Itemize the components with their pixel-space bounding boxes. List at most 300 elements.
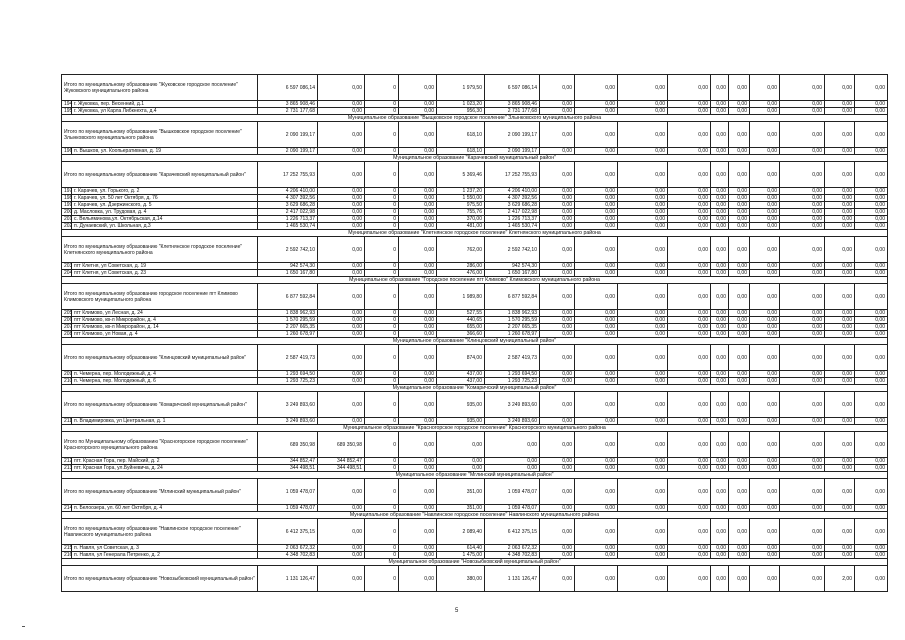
total-value: 0,00 [855, 162, 888, 188]
total-value: 0 [365, 479, 399, 505]
total-value: 0,00 [825, 519, 855, 545]
row-value: 0,00 [855, 505, 888, 512]
row-value: 0,00 [318, 545, 365, 552]
row-value: 1 293 694,50 [258, 371, 318, 378]
row-value: 1 260 678,97 [485, 331, 540, 338]
total-value: 0,00 [618, 162, 668, 188]
row-value: 0,00 [318, 263, 365, 270]
row-value: 0 [365, 209, 399, 216]
row-value: 0 [365, 465, 399, 472]
page-number: 5 [455, 608, 459, 614]
row-value: 0,00 [750, 216, 780, 223]
total-value: 0,00 [729, 284, 750, 310]
row-value: 0,00 [618, 195, 668, 202]
total-value: 0,00 [540, 345, 575, 371]
row-value: 0,00 [618, 545, 668, 552]
row-value: 1 475,00 [437, 552, 485, 559]
row-value: 0,00 [855, 108, 888, 115]
total-value: 17 252 755,93 [485, 162, 540, 188]
row-value: 0,00 [711, 552, 729, 559]
municipality-total-row [62, 432, 888, 458]
row-value: 0,00 [825, 108, 855, 115]
row-value: 0,00 [750, 223, 780, 230]
row-value: 0,00 [729, 552, 750, 559]
total-value: 0,00 [399, 237, 437, 263]
row-value: 0,00 [318, 209, 365, 216]
total-value: 0,00 [750, 162, 780, 188]
row-number: 216 [62, 552, 72, 559]
house-address: пгт. Красная Гора, ул.Буйневича, д. 24 [72, 465, 258, 472]
row-value: 0,00 [780, 223, 825, 230]
row-value: 0,00 [825, 505, 855, 512]
row-value: 0,00 [750, 371, 780, 378]
row-value: 0,00 [668, 505, 711, 512]
total-value: 2 587 419,73 [258, 345, 318, 371]
row-value: 0,00 [711, 418, 729, 425]
row-value: 0,00 [825, 545, 855, 552]
row-value: 0,00 [780, 209, 825, 216]
row-value: 0,00 [711, 465, 729, 472]
total-value: 0,00 [825, 284, 855, 310]
row-value: 0,00 [318, 216, 365, 223]
house-address: пгт Клетня, ул Советская, д. 23 [72, 270, 258, 277]
row-value: 0,00 [318, 270, 365, 277]
row-value: 0,00 [540, 552, 575, 559]
row-value: 0,00 [668, 270, 711, 277]
total-value: 0,00 [780, 162, 825, 188]
row-value: 0,00 [780, 216, 825, 223]
total-value: 0,00 [575, 122, 618, 148]
row-value: 1 293 725,23 [258, 378, 318, 385]
row-value: 0 [365, 317, 399, 324]
total-label: Итого по муниципальному образованию "Клинцовский муниципальный район" [62, 345, 258, 371]
total-value: 0,00 [780, 122, 825, 148]
section-header-row [62, 472, 888, 479]
total-value: 0,00 [575, 345, 618, 371]
row-number: 207 [62, 324, 72, 331]
total-value: 0,00 [668, 122, 711, 148]
row-value: 0,00 [540, 317, 575, 324]
section-title: Муниципальное образование "Красногорское городское поселение" Красногорского муниципального района [62, 425, 888, 432]
row-value: 0,00 [540, 148, 575, 155]
row-value: 0,00 [729, 418, 750, 425]
total-value: 1 059 478,07 [485, 479, 540, 505]
row-value: 0,00 [780, 545, 825, 552]
row-value: 0 [365, 545, 399, 552]
total-value: 0,00 [855, 519, 888, 545]
total-value: 0,00 [399, 432, 437, 458]
row-value: 0,00 [618, 371, 668, 378]
total-value: 0,00 [729, 122, 750, 148]
total-value: 2,00 [825, 566, 855, 592]
total-value: 0,00 [750, 75, 780, 101]
house-address: п. Навля, ул Генерала Петренко, д. 2 [72, 552, 258, 559]
house-row [62, 223, 888, 230]
total-value: 0,00 [618, 519, 668, 545]
house-address: пгт Клетня, ул Советская, д. 19 [72, 263, 258, 270]
row-value: 0,00 [318, 223, 365, 230]
row-value: 0,00 [711, 378, 729, 385]
total-value: 2 592 742,10 [258, 237, 318, 263]
row-value: 0,00 [855, 458, 888, 465]
row-value: 1 226 713,37 [485, 216, 540, 223]
total-label: Итого по муниципальному образованию "Клетнянское городское поселение" Клетнянского муниципального района [62, 237, 258, 263]
house-address: д. Масловка, ул. Трудовая, д. 4 [72, 209, 258, 216]
total-value: 0 [365, 162, 399, 188]
row-value: 0,00 [540, 545, 575, 552]
row-value: 0,00 [540, 371, 575, 378]
row-value: 0,00 [668, 465, 711, 472]
total-value: 0,00 [855, 122, 888, 148]
total-value: 6 877 592,84 [485, 284, 540, 310]
total-value: 0,00 [729, 162, 750, 188]
row-value: 0,00 [780, 188, 825, 195]
row-value: 0,00 [485, 458, 540, 465]
row-value: 3 865 908,46 [485, 101, 540, 108]
row-value: 4 348 702,83 [485, 552, 540, 559]
total-value: 0 [365, 237, 399, 263]
row-value: 0,00 [750, 418, 780, 425]
row-number: 213 [62, 465, 72, 472]
total-value: 0,00 [729, 392, 750, 418]
row-value: 0 [365, 324, 399, 331]
row-value: 0,00 [318, 188, 365, 195]
total-value: 0,00 [825, 479, 855, 505]
house-row [62, 310, 888, 317]
row-value: 0,00 [825, 418, 855, 425]
row-value: 755,76 [437, 209, 485, 216]
house-row [62, 270, 888, 277]
row-value: 0,00 [750, 263, 780, 270]
row-value: 0,00 [399, 552, 437, 559]
total-value: 0,00 [399, 392, 437, 418]
row-value: 0,00 [729, 371, 750, 378]
total-value: 0,00 [575, 75, 618, 101]
house-row [62, 545, 888, 552]
row-number: 195 [62, 108, 72, 115]
total-value: 0,00 [825, 432, 855, 458]
row-value: 2 063 672,32 [258, 545, 318, 552]
row-value: 2 207 665,35 [485, 324, 540, 331]
total-value: 0,00 [540, 519, 575, 545]
row-value: 0,00 [825, 209, 855, 216]
house-address: п. Чемерна, пер. Молодежный, д. 4 [72, 371, 258, 378]
section-header-row [62, 230, 888, 237]
total-value: 0,00 [825, 237, 855, 263]
row-value: 0,00 [399, 108, 437, 115]
row-value: 0 [365, 418, 399, 425]
municipality-total-row [62, 122, 888, 148]
row-value: 0,00 [668, 545, 711, 552]
row-value: 0,00 [540, 331, 575, 338]
row-value: 0,00 [618, 209, 668, 216]
total-value: 0,00 [780, 432, 825, 458]
row-value: 618,10 [437, 148, 485, 155]
row-value: 344 498,51 [258, 465, 318, 472]
total-value: 0,00 [711, 432, 729, 458]
row-value: 0,00 [729, 108, 750, 115]
total-value: 0,00 [855, 566, 888, 592]
row-value: 0,00 [618, 505, 668, 512]
total-value: 1 989,80 [437, 284, 485, 310]
row-value: 0,00 [540, 465, 575, 472]
total-value: 0,00 [618, 122, 668, 148]
row-value: 0,00 [825, 552, 855, 559]
row-value: 0,00 [825, 216, 855, 223]
row-value: 0,00 [540, 108, 575, 115]
total-value: 2 089,40 [437, 519, 485, 545]
row-value: 370,00 [437, 216, 485, 223]
row-value: 0,00 [399, 371, 437, 378]
total-value: 0,00 [399, 566, 437, 592]
row-value: 655,00 [437, 324, 485, 331]
total-value: 874,00 [437, 345, 485, 371]
total-value: 0,00 [711, 122, 729, 148]
row-value: 0,00 [855, 324, 888, 331]
total-value: 0,00 [750, 479, 780, 505]
row-value: 942 574,30 [258, 263, 318, 270]
total-value: 0,00 [855, 392, 888, 418]
total-value: 0,00 [729, 237, 750, 263]
total-value: 0,00 [575, 479, 618, 505]
total-value: 0,00 [825, 392, 855, 418]
total-label: Итого по муниципальному образованию "Карачевский муниципальный район" [62, 162, 258, 188]
total-value: 5 369,46 [437, 162, 485, 188]
house-address: п. Дунаевский, ул. Школьная, д.3 [72, 223, 258, 230]
row-value: 1 237,20 [437, 188, 485, 195]
row-value: 0,00 [540, 310, 575, 317]
row-value: 0,00 [540, 209, 575, 216]
section-title: Муниципальное образование "Новозыбковский муниципальный район" [62, 559, 888, 566]
total-value: 0,00 [575, 284, 618, 310]
row-value: 0,00 [575, 202, 618, 209]
row-value: 0,00 [540, 223, 575, 230]
total-value: 0,00 [318, 162, 365, 188]
row-value: 3 629 686,28 [258, 202, 318, 209]
row-value: 0,00 [729, 465, 750, 472]
total-value: 6 412 375,15 [485, 519, 540, 545]
row-value: 0,00 [711, 195, 729, 202]
row-value: 0,00 [855, 331, 888, 338]
row-value: 1 650 167,80 [485, 270, 540, 277]
total-value: 618,10 [437, 122, 485, 148]
total-value: 0,00 [825, 122, 855, 148]
total-value: 0,00 [668, 284, 711, 310]
row-value: 0 [365, 202, 399, 209]
total-value: 0,00 [540, 566, 575, 592]
row-value: 0,00 [318, 148, 365, 155]
row-value: 3 865 908,46 [258, 101, 318, 108]
total-value: 0,00 [668, 162, 711, 188]
house-row [62, 202, 888, 209]
total-label: Итого по муниципальному образованию "Жуковское городское поселение" Жуковского муниципального района [62, 75, 258, 101]
row-value: 0,00 [780, 195, 825, 202]
house-address: г. Карачев, ул. Горького, д. 2 [72, 188, 258, 195]
row-value: 0,00 [855, 209, 888, 216]
row-value: 0 [365, 505, 399, 512]
row-number: 214 [62, 505, 72, 512]
row-value: 2 731 177,68 [485, 108, 540, 115]
total-value: 0,00 [750, 284, 780, 310]
house-address: пгт Климово, кв-л Микрорайон, д. 14 [72, 324, 258, 331]
row-value: 1 059 478,07 [485, 505, 540, 512]
total-value: 0,00 [437, 432, 485, 458]
row-value: 0,00 [668, 317, 711, 324]
row-value: 1 465 530,74 [258, 223, 318, 230]
row-value: 0,00 [618, 378, 668, 385]
total-value: 0,00 [540, 392, 575, 418]
house-address: п. Владимировка, ул Центральная, д. 1 [72, 418, 258, 425]
row-value: 1 059 478,07 [258, 505, 318, 512]
total-value: 0,00 [540, 162, 575, 188]
row-value: 0,00 [750, 465, 780, 472]
row-value: 0,00 [575, 148, 618, 155]
row-value: 1 293 725,23 [485, 378, 540, 385]
row-value: 0,00 [711, 223, 729, 230]
row-value: 0,00 [855, 263, 888, 270]
row-value: 0,00 [750, 195, 780, 202]
total-value: 0,00 [711, 345, 729, 371]
total-value: 0,00 [318, 479, 365, 505]
row-value: 0,00 [855, 270, 888, 277]
house-row [62, 317, 888, 324]
row-number: 205 [62, 310, 72, 317]
total-value: 0,00 [750, 122, 780, 148]
row-value: 0,00 [668, 458, 711, 465]
house-row [62, 216, 888, 223]
total-value: 0 [365, 345, 399, 371]
house-address: п. Навля, ул Советская, д. 3 [72, 545, 258, 552]
total-value: 935,00 [437, 392, 485, 418]
row-value: 0,00 [437, 458, 485, 465]
total-value: 0,00 [318, 566, 365, 592]
row-number: 204 [62, 270, 72, 277]
row-value: 0,00 [540, 216, 575, 223]
total-value: 0,00 [729, 519, 750, 545]
total-label: Итого по муниципальному образованию "Новозыбковский муниципальный район" [62, 566, 258, 592]
row-value: 0 [365, 101, 399, 108]
row-number: 208 [62, 331, 72, 338]
total-value: 689 350,98 [258, 432, 318, 458]
total-value: 2 592 742,10 [485, 237, 540, 263]
row-value: 0,00 [711, 310, 729, 317]
row-value: 1 465 530,74 [485, 223, 540, 230]
section-header-row [62, 338, 888, 345]
row-value: 0,00 [855, 195, 888, 202]
row-value: 0,00 [618, 270, 668, 277]
row-value: 2 417 022,98 [485, 209, 540, 216]
total-value: 0,00 [318, 237, 365, 263]
row-value: 1 570 295,59 [258, 317, 318, 324]
section-title: Муниципальное образование "Навлинское городское поселение" Навлинского муниципального района [62, 512, 888, 519]
row-number: 202 [62, 223, 72, 230]
row-value: 1 838 962,93 [258, 310, 318, 317]
row-value: 0,00 [575, 188, 618, 195]
register-table [61, 74, 888, 592]
row-value: 0,00 [825, 310, 855, 317]
row-value: 0,00 [729, 545, 750, 552]
municipality-total-row [62, 345, 888, 371]
row-value: 0,00 [668, 195, 711, 202]
total-value: 0,00 [750, 432, 780, 458]
row-value: 0,00 [575, 465, 618, 472]
total-value: 0,00 [855, 75, 888, 101]
row-value: 0,00 [780, 552, 825, 559]
section-title: Муниципальное образование "Выщковское городское поселение" Злынковского муниципального района [62, 115, 888, 122]
row-value: 0,00 [729, 505, 750, 512]
row-value: 0,00 [855, 378, 888, 385]
row-value: 0,00 [540, 263, 575, 270]
row-value: 4 348 702,83 [258, 552, 318, 559]
total-value: 6 597 086,14 [485, 75, 540, 101]
row-value: 344 852,47 [258, 458, 318, 465]
total-value: 0,00 [780, 284, 825, 310]
row-value: 0,00 [399, 188, 437, 195]
row-value: 476,00 [437, 270, 485, 277]
total-value: 0,00 [750, 392, 780, 418]
row-value: 286,00 [437, 263, 485, 270]
municipality-total-row [62, 284, 888, 310]
row-value: 0,00 [668, 324, 711, 331]
row-value: 942 574,30 [485, 263, 540, 270]
row-value: 0,00 [729, 148, 750, 155]
total-value: 0,00 [668, 345, 711, 371]
total-value: 0,00 [575, 566, 618, 592]
house-row [62, 263, 888, 270]
total-value: 0,00 [729, 566, 750, 592]
total-value: 0,00 [780, 519, 825, 545]
row-value: 0,00 [399, 505, 437, 512]
municipality-total-row [62, 519, 888, 545]
municipality-total-row [62, 162, 888, 188]
row-value: 0,00 [750, 378, 780, 385]
row-value: 0,00 [575, 552, 618, 559]
house-row [62, 418, 888, 425]
row-value: 0,00 [399, 202, 437, 209]
total-value: 0,00 [540, 432, 575, 458]
row-value: 0,00 [780, 458, 825, 465]
row-value: 2 063 672,32 [485, 545, 540, 552]
total-value: 0,00 [618, 566, 668, 592]
total-value: 0,00 [825, 345, 855, 371]
house-row [62, 465, 888, 472]
row-value: 481,00 [437, 223, 485, 230]
row-value: 0,00 [711, 270, 729, 277]
row-value: 0,00 [399, 101, 437, 108]
total-value: 3 249 893,60 [258, 392, 318, 418]
row-value: 0,00 [540, 378, 575, 385]
total-label: Итого по муниципальному образованию "Комаричский муниципальный район" [62, 392, 258, 418]
row-value: 1 226 713,37 [258, 216, 318, 223]
total-value: 0,00 [780, 345, 825, 371]
total-label: Итого по муниципальному образованию "Навлинское городское поселение" Навлинского муниципального района [62, 519, 258, 545]
total-value: 0,00 [618, 432, 668, 458]
row-value: 0,00 [318, 202, 365, 209]
row-value: 0,00 [711, 101, 729, 108]
row-value: 4 206 410,00 [485, 188, 540, 195]
total-value: 0,00 [750, 345, 780, 371]
row-value: 0,00 [855, 101, 888, 108]
row-value: 0,00 [780, 263, 825, 270]
row-value: 0,00 [668, 108, 711, 115]
row-value: 0,00 [575, 378, 618, 385]
total-value: 0,00 [711, 519, 729, 545]
total-value: 0,00 [575, 432, 618, 458]
section-header-row [62, 425, 888, 432]
total-value: 0,00 [540, 122, 575, 148]
row-value: 2 731 177,68 [258, 108, 318, 115]
row-value: 0,00 [668, 552, 711, 559]
